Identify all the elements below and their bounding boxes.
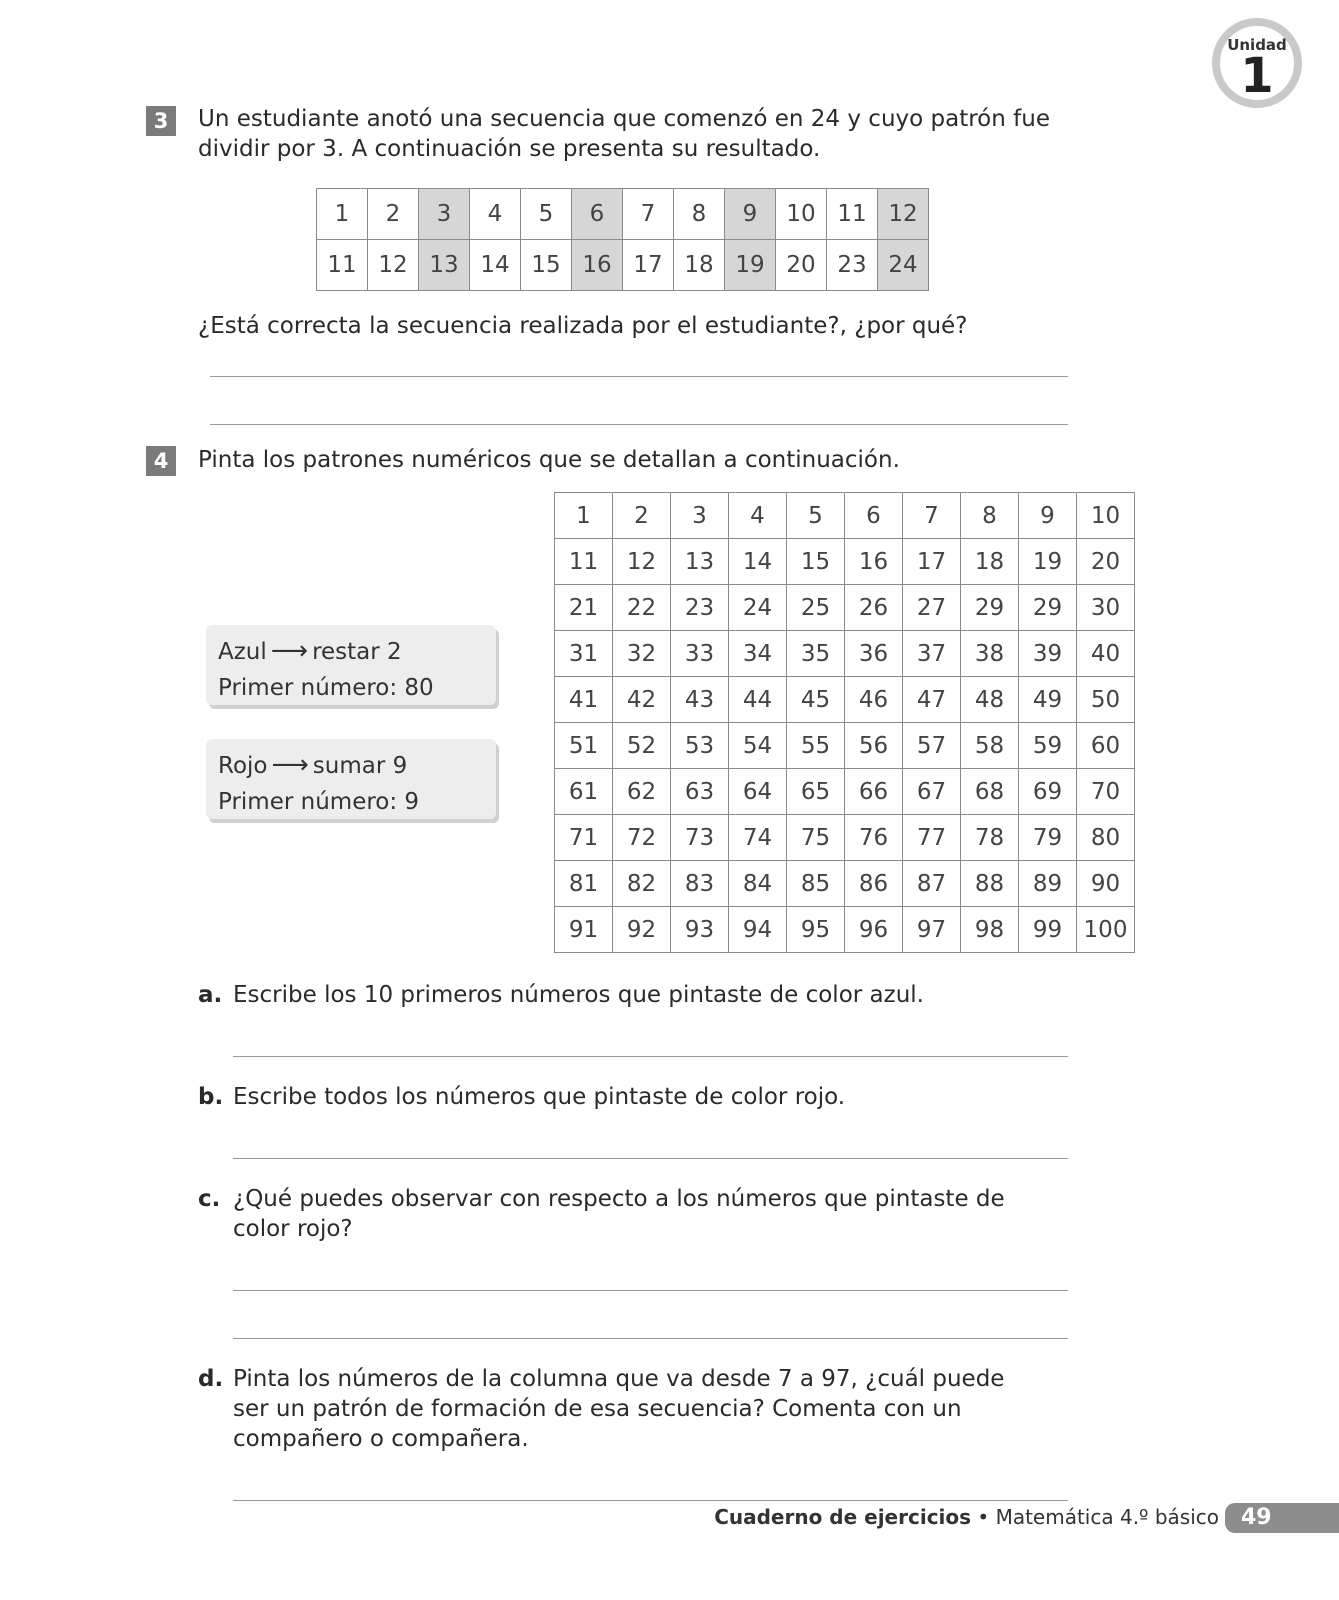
grid-cell[interactable]: 6 xyxy=(845,493,903,539)
grid-cell[interactable]: 24 xyxy=(729,585,787,631)
grid-cell[interactable]: 9 xyxy=(1019,493,1077,539)
answer-line[interactable] xyxy=(233,1500,1068,1501)
grid-cell[interactable]: 48 xyxy=(961,677,1019,723)
rule-blue-color: Azul xyxy=(218,639,267,665)
grid-cell[interactable]: 75 xyxy=(787,815,845,861)
grid-cell[interactable]: 72 xyxy=(613,815,671,861)
seq-cell-shaded: 12 xyxy=(878,189,929,240)
sequence-table xyxy=(316,188,929,291)
grid-cell[interactable]: 79 xyxy=(1019,815,1077,861)
grid-cell[interactable]: 52 xyxy=(613,723,671,769)
seq-cell: 11 xyxy=(317,240,368,291)
grid-cell[interactable]: 53 xyxy=(671,723,729,769)
grid-cell[interactable]: 16 xyxy=(845,539,903,585)
seq-cell-shaded: 24 xyxy=(878,240,929,291)
grid-cell[interactable]: 13 xyxy=(671,539,729,585)
answer-line[interactable] xyxy=(233,1290,1068,1291)
grid-cell[interactable]: 96 xyxy=(845,907,903,953)
grid-cell[interactable]: 22 xyxy=(613,585,671,631)
grid-cell[interactable]: 30 xyxy=(1077,585,1135,631)
grid-cell[interactable]: 32 xyxy=(613,631,671,677)
grid-cell[interactable]: 14 xyxy=(729,539,787,585)
item-a-letter: a. xyxy=(198,982,223,1008)
hundreds-grid xyxy=(554,492,1135,953)
sequence-row-values xyxy=(317,240,929,291)
grid-cell[interactable]: 49 xyxy=(1019,677,1077,723)
grid-cell[interactable]: 58 xyxy=(961,723,1019,769)
grid-cell[interactable]: 42 xyxy=(613,677,671,723)
seq-cell: 4 xyxy=(470,189,521,240)
page-number: 49 xyxy=(1225,1503,1339,1533)
exercise-4-number: 4 xyxy=(146,446,176,476)
grid-cell[interactable]: 31 xyxy=(555,631,613,677)
seq-cell: 17 xyxy=(623,240,674,291)
grid-cell[interactable]: 97 xyxy=(903,907,961,953)
seq-cell-shaded: 9 xyxy=(725,189,776,240)
grid-cell[interactable]: 99 xyxy=(1019,907,1077,953)
grid-cell[interactable]: 85 xyxy=(787,861,845,907)
grid-cell[interactable]: 37 xyxy=(903,631,961,677)
seq-cell: 2 xyxy=(368,189,419,240)
grid-cell[interactable]: 91 xyxy=(555,907,613,953)
grid-cell[interactable]: 65 xyxy=(787,769,845,815)
grid-cell[interactable]: 81 xyxy=(555,861,613,907)
grid-cell[interactable]: 5 xyxy=(787,493,845,539)
item-c-text-line2: color rojo? xyxy=(233,1216,353,1242)
grid-cell[interactable]: 100 xyxy=(1077,907,1135,953)
grid-cell[interactable]: 98 xyxy=(961,907,1019,953)
item-d-text-line3: compañero o compañera. xyxy=(233,1426,529,1452)
seq-cell-shaded: 13 xyxy=(419,240,470,291)
grid-cell[interactable]: 84 xyxy=(729,861,787,907)
seq-cell: 8 xyxy=(674,189,725,240)
rule-blue-first: Primer número: 80 xyxy=(218,675,434,701)
grid-cell[interactable]: 8 xyxy=(961,493,1019,539)
footer xyxy=(714,1505,1219,1529)
unit-number: 1 xyxy=(1240,48,1274,104)
exercise-3-text-line1: Un estudiante anotó una secuencia que comenzó en 24 y cuyo patrón fue xyxy=(198,106,1050,132)
grid-cell[interactable]: 80 xyxy=(1077,815,1135,861)
grid-cell[interactable]: 61 xyxy=(555,769,613,815)
grid-cell[interactable]: 23 xyxy=(671,585,729,631)
grid-row xyxy=(555,493,1135,539)
grid-cell[interactable]: 44 xyxy=(729,677,787,723)
footer-book: Cuaderno de ejercicios xyxy=(714,1505,972,1529)
rule-blue-operation: restar 2 xyxy=(312,639,402,665)
grid-cell[interactable]: 83 xyxy=(671,861,729,907)
grid-cell[interactable]: 66 xyxy=(845,769,903,815)
seq-cell: 14 xyxy=(470,240,521,291)
grid-cell[interactable]: 20 xyxy=(1077,539,1135,585)
grid-cell[interactable]: 67 xyxy=(903,769,961,815)
item-d-letter: d. xyxy=(198,1366,224,1392)
grid-cell[interactable]: 93 xyxy=(671,907,729,953)
grid-cell[interactable]: 57 xyxy=(903,723,961,769)
grid-cell[interactable]: 71 xyxy=(555,815,613,861)
grid-cell[interactable]: 27 xyxy=(903,585,961,631)
grid-cell[interactable]: 56 xyxy=(845,723,903,769)
grid-row xyxy=(555,723,1135,769)
grid-row xyxy=(555,907,1135,953)
seq-cell: 7 xyxy=(623,189,674,240)
grid-cell[interactable]: 88 xyxy=(961,861,1019,907)
grid-row xyxy=(555,585,1135,631)
item-a-text: Escribe los 10 primeros números que pintaste de color azul. xyxy=(233,982,924,1008)
rule-red-first: Primer número: 9 xyxy=(218,789,420,815)
grid-cell[interactable]: 87 xyxy=(903,861,961,907)
seq-cell: 10 xyxy=(776,189,827,240)
grid-cell[interactable]: 70 xyxy=(1077,769,1135,815)
grid-cell[interactable]: 95 xyxy=(787,907,845,953)
grid-row xyxy=(555,769,1135,815)
grid-cell[interactable]: 64 xyxy=(729,769,787,815)
rule-box-blue xyxy=(206,625,496,705)
arrow-right-icon: ⟶ xyxy=(270,636,309,666)
grid-cell[interactable]: 89 xyxy=(1019,861,1077,907)
seq-cell: 18 xyxy=(674,240,725,291)
grid-cell[interactable]: 55 xyxy=(787,723,845,769)
grid-row xyxy=(555,677,1135,723)
item-d-text-line1: Pinta los números de la columna que va desde 7 a 97, ¿cuál puede xyxy=(233,1366,1005,1392)
grid-cell[interactable]: 90 xyxy=(1077,861,1135,907)
grid-cell[interactable]: 78 xyxy=(961,815,1019,861)
seq-cell: 12 xyxy=(368,240,419,291)
grid-cell[interactable]: 25 xyxy=(787,585,845,631)
item-b-letter: b. xyxy=(198,1084,224,1110)
grid-cell[interactable]: 2 xyxy=(613,493,671,539)
grid-cell[interactable]: 29 xyxy=(961,585,1019,631)
grid-cell[interactable]: 12 xyxy=(613,539,671,585)
grid-cell[interactable]: 29 xyxy=(1019,585,1077,631)
grid-cell[interactable]: 7 xyxy=(903,493,961,539)
grid-cell[interactable]: 73 xyxy=(671,815,729,861)
answer-line[interactable] xyxy=(233,1158,1068,1159)
grid-row xyxy=(555,815,1135,861)
grid-cell[interactable]: 62 xyxy=(613,769,671,815)
item-b-text: Escribe todos los números que pintaste de color rojo. xyxy=(233,1084,846,1110)
grid-cell[interactable]: 51 xyxy=(555,723,613,769)
grid-cell[interactable]: 19 xyxy=(1019,539,1077,585)
rule-box-red xyxy=(206,739,496,819)
grid-cell[interactable]: 41 xyxy=(555,677,613,723)
grid-cell[interactable]: 40 xyxy=(1077,631,1135,677)
grid-cell[interactable]: 82 xyxy=(613,861,671,907)
seq-cell: 20 xyxy=(776,240,827,291)
exercise-3-text-line2: dividir por 3. A continuación se presenta su resultado. xyxy=(198,136,821,162)
seq-cell: 1 xyxy=(317,189,368,240)
grid-cell[interactable]: 34 xyxy=(729,631,787,677)
seq-cell-shaded: 6 xyxy=(572,189,623,240)
grid-cell[interactable]: 86 xyxy=(845,861,903,907)
seq-cell: 15 xyxy=(521,240,572,291)
grid-cell[interactable]: 35 xyxy=(787,631,845,677)
answer-line[interactable] xyxy=(210,424,1068,425)
seq-cell-shaded: 16 xyxy=(572,240,623,291)
rule-red-operation: sumar 9 xyxy=(312,753,408,779)
seq-cell: 23 xyxy=(827,240,878,291)
grid-cell[interactable]: 94 xyxy=(729,907,787,953)
grid-cell[interactable]: 68 xyxy=(961,769,1019,815)
grid-cell[interactable]: 15 xyxy=(787,539,845,585)
grid-cell[interactable]: 43 xyxy=(671,677,729,723)
answer-line[interactable] xyxy=(233,1056,1068,1057)
grid-row xyxy=(555,631,1135,677)
grid-cell[interactable]: 59 xyxy=(1019,723,1077,769)
footer-subject: Matemática 4.º básico xyxy=(995,1505,1219,1529)
grid-cell[interactable]: 38 xyxy=(961,631,1019,677)
grid-cell[interactable]: 69 xyxy=(1019,769,1077,815)
exercise-4-text: Pinta los patrones numéricos que se detallan a continuación. xyxy=(198,447,900,473)
unit-label: Unidad xyxy=(1227,36,1287,54)
grid-cell[interactable]: 21 xyxy=(555,585,613,631)
exercise-3-number: 3 xyxy=(146,106,176,136)
grid-cell[interactable]: 63 xyxy=(671,769,729,815)
grid-cell[interactable]: 50 xyxy=(1077,677,1135,723)
answer-line[interactable] xyxy=(210,376,1068,377)
grid-cell[interactable]: 17 xyxy=(903,539,961,585)
grid-cell[interactable]: 4 xyxy=(729,493,787,539)
grid-cell[interactable]: 74 xyxy=(729,815,787,861)
item-c-letter: c. xyxy=(198,1186,221,1212)
footer-bullet: • xyxy=(977,1505,990,1529)
seq-cell-shaded: 19 xyxy=(725,240,776,291)
grid-cell[interactable]: 33 xyxy=(671,631,729,677)
grid-cell[interactable]: 11 xyxy=(555,539,613,585)
grid-cell[interactable]: 39 xyxy=(1019,631,1077,677)
grid-cell[interactable]: 36 xyxy=(845,631,903,677)
seq-cell-shaded: 3 xyxy=(419,189,470,240)
unit-badge xyxy=(1212,18,1302,108)
grid-cell[interactable]: 92 xyxy=(613,907,671,953)
seq-cell: 11 xyxy=(827,189,878,240)
seq-cell: 5 xyxy=(521,189,572,240)
grid-row xyxy=(555,861,1135,907)
sequence-row-positions xyxy=(317,189,929,240)
item-c-text-line1: ¿Qué puedes observar con respecto a los números que pintaste de xyxy=(233,1186,1005,1212)
grid-cell[interactable]: 45 xyxy=(787,677,845,723)
grid-cell[interactable]: 3 xyxy=(671,493,729,539)
grid-cell[interactable]: 47 xyxy=(903,677,961,723)
rule-red-color: Rojo xyxy=(218,753,268,779)
answer-line[interactable] xyxy=(233,1338,1068,1339)
grid-cell[interactable]: 10 xyxy=(1077,493,1135,539)
item-d-text-line2: ser un patrón de formación de esa secuencia? Comenta con un xyxy=(233,1396,962,1422)
grid-cell[interactable]: 60 xyxy=(1077,723,1135,769)
exercise-3-question: ¿Está correcta la secuencia realizada por el estudiante?, ¿por qué? xyxy=(198,313,968,339)
grid-cell[interactable]: 46 xyxy=(845,677,903,723)
grid-cell[interactable]: 76 xyxy=(845,815,903,861)
grid-cell[interactable]: 54 xyxy=(729,723,787,769)
grid-cell[interactable]: 77 xyxy=(903,815,961,861)
arrow-right-icon: ⟶ xyxy=(271,750,309,780)
grid-cell[interactable]: 1 xyxy=(555,493,613,539)
grid-cell[interactable]: 26 xyxy=(845,585,903,631)
grid-cell[interactable]: 18 xyxy=(961,539,1019,585)
grid-row xyxy=(555,539,1135,585)
